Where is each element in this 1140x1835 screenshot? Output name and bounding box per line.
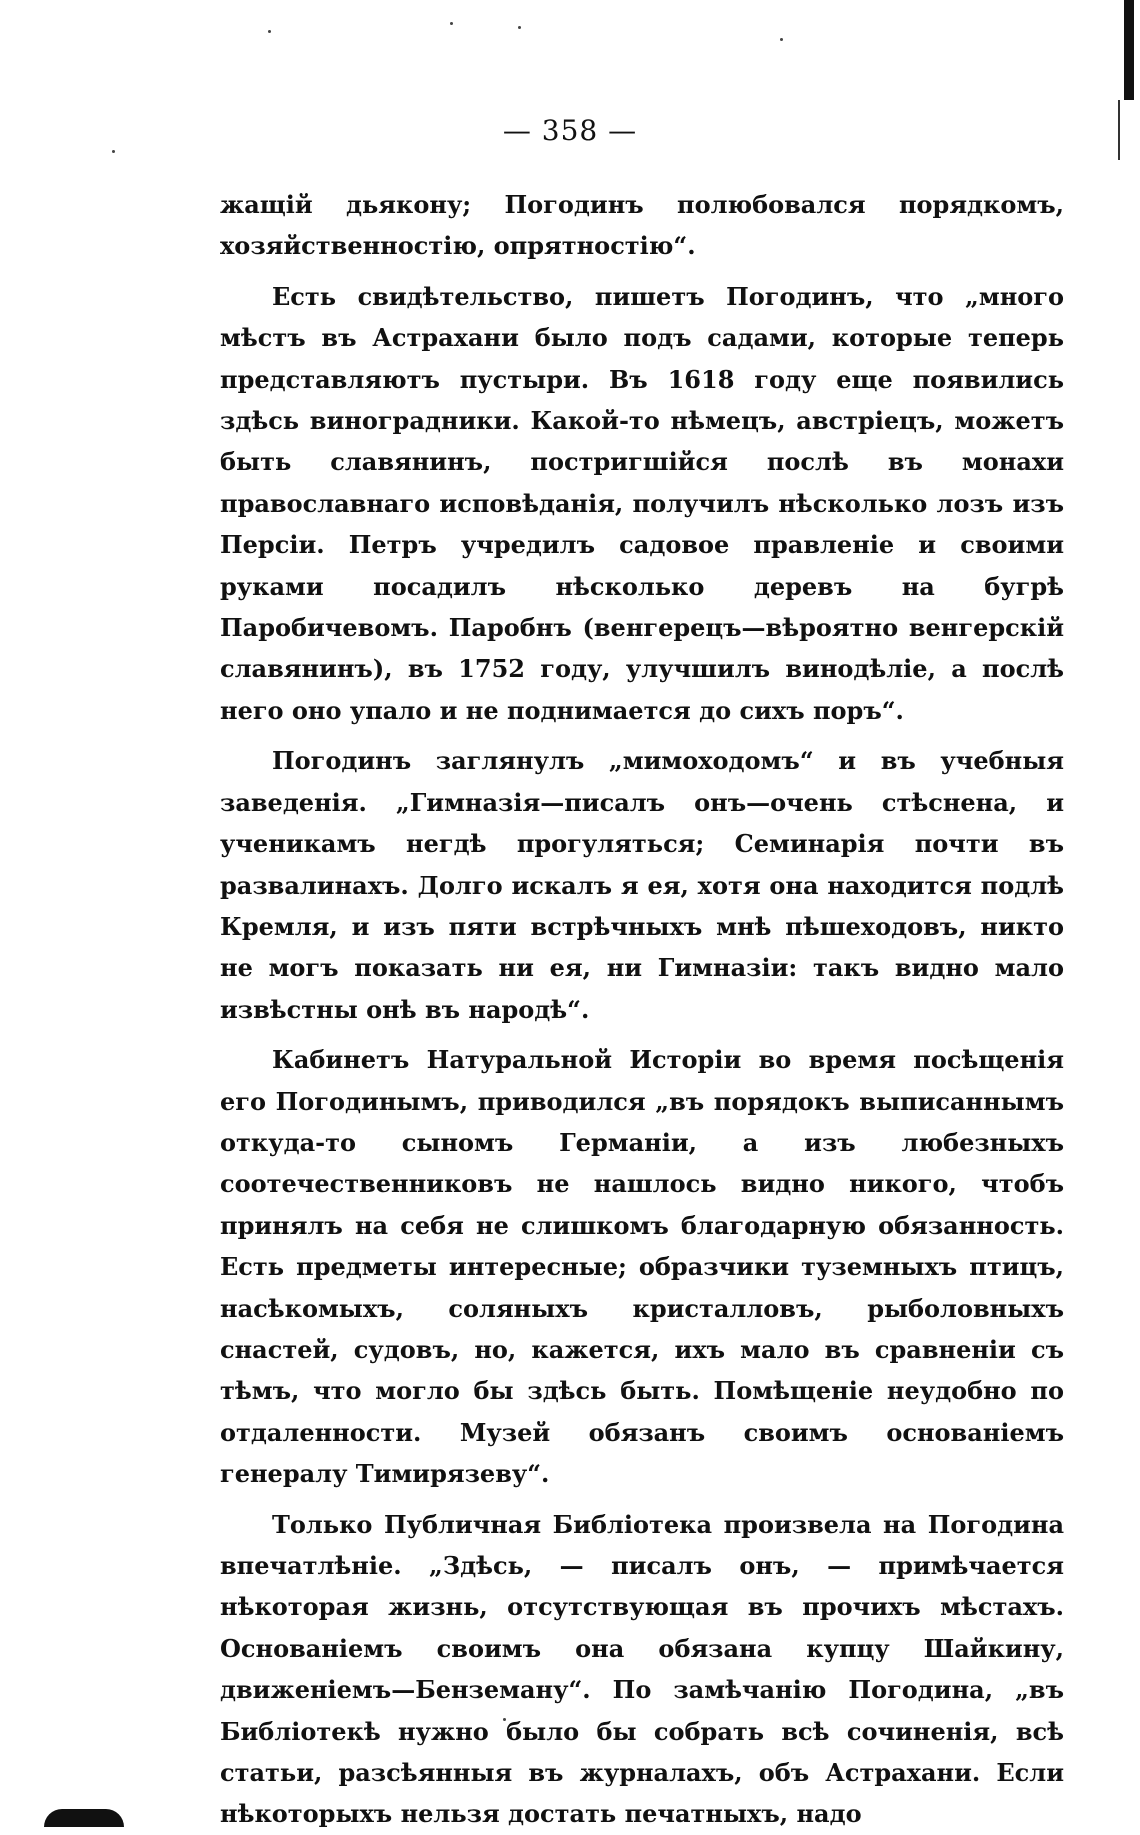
page-number: — 358 — — [502, 114, 638, 147]
scan-speck — [268, 30, 271, 33]
paragraph-continuation: жащій дьякону; Погодинъ полюбовался порядкомъ, хозяйственностію, опрятностію“. — [220, 190, 1064, 261]
scan-speck — [780, 38, 783, 41]
scan-edge-mark — [1124, 0, 1134, 100]
scan-speck — [112, 150, 115, 153]
scan-speck — [450, 22, 453, 25]
paragraph: Есть свидѣтельство, пишетъ Погодинъ, что „много мѣстъ въ Астрахани было подъ садами, которые теперь представляютъ пустыри. Въ 1618 году еще появились здѣсь виноградники. Какой-то нѣмецъ, австріецъ, можетъ быть славянинъ, постригшійся послѣ въ монахи православнаго исповѣданія, получилъ нѣсколько лозъ изъ Персіи. Петръ учредилъ садовое правленіе и своими руками посадилъ нѣсколько деревъ на бугрѣ Паробичевомъ. Паробнъ (венгерецъ—вѣроятно венгерскій славянинъ), въ 1752 году, улучшилъ винодѣліе, а послѣ него оно упало и не поднимается до сихъ поръ“. — [220, 281, 1064, 725]
paragraph: Кабинетъ Натуральной Исторіи во время посѣщенія его Погодинымъ, приводился „въ порядокъ выписаннымъ откуда-то сыномъ Германіи, а изъ любезныхъ соотечественниковъ не нашлось видно никого, чтобъ принялъ на себя не слишкомъ благодарную обязанность. Есть предметы интересные; образчики туземныхъ птицъ, насѣкомыхъ, соляныхъ кристалловъ, рыболовныхъ снастей, судовъ, но, кажется, ихъ мало въ сравненіи съ тѣмъ, что могло бы здѣсь быть. Помѣщеніе неудобно по отдаленности. Музей обязанъ своимъ основаніемъ генералу Тимирязеву“. — [220, 1045, 1064, 1489]
page-text-body — [220, 184, 1064, 1835]
scan-smudge — [44, 1809, 124, 1827]
paragraph: Только Публичная Библіотека произвела на Погодина впечатлѣніе. „Здѣсь, — писалъ онъ, — примѣчается нѣкоторая жизнь, отсутствующая въ прочихъ мѣстахъ. Основаніемъ своимъ она обязана купцу Шайкину, движеніемъ—Бенземану“. По замѣчанію Погодина, „въ Библіотекѣ нужно было бы собрать всѣ сочиненія, всѣ статьи, разсѣянныя въ журналахъ, объ Астрахани. Если нѣкоторыхъ нельзя достать печатныхъ, надо — [220, 1509, 1064, 1829]
paragraph: Погодинъ заглянулъ „мимоходомъ“ и въ учебныя заведенія. „Гимназія—писалъ онъ—очень стѣснена, и ученикамъ негдѣ прогуляться; Семинарія почти въ развалинахъ. Долго искалъ я ея, хотя она находится подлѣ Кремля, и изъ пяти встрѣчныхъ мнѣ пѣшеходовъ, никто не могъ показать ни ея, ни Гимназіи: такъ видно мало извѣстны онѣ въ народѣ“. — [220, 746, 1064, 1024]
scan-speck — [518, 26, 521, 29]
